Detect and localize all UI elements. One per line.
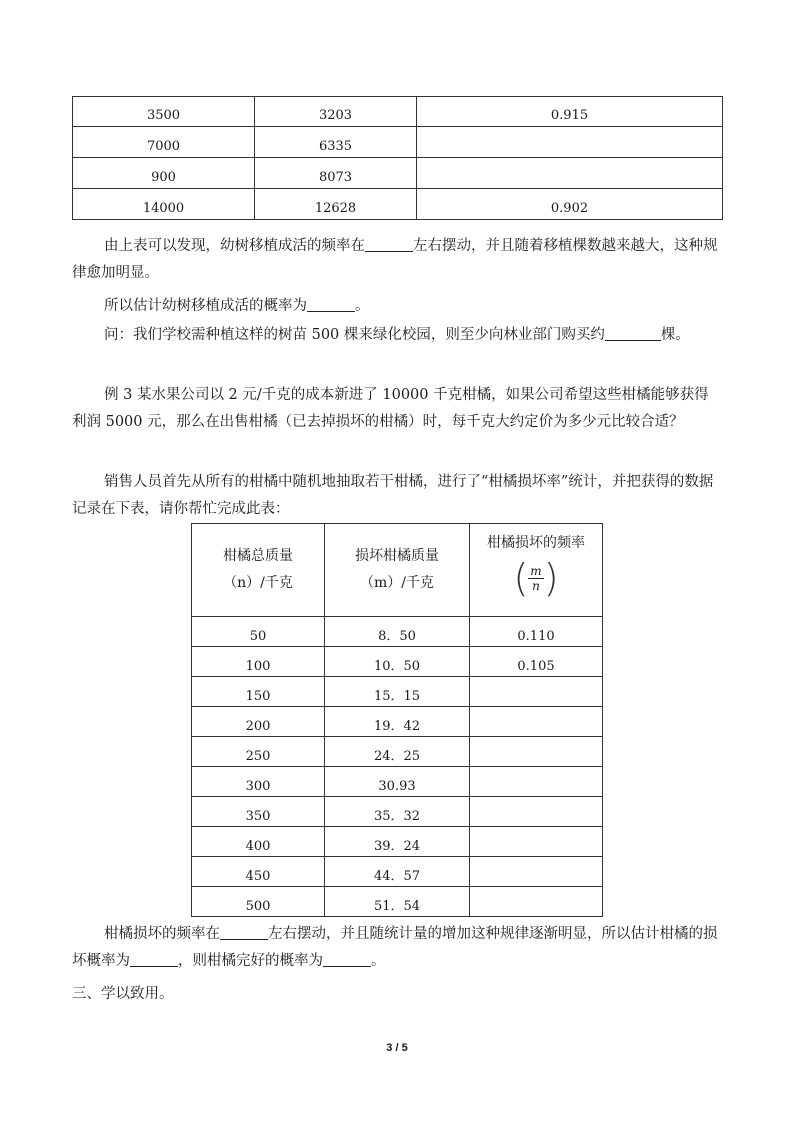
table-cell (470, 827, 603, 857)
paragraph-damage-conclusion (72, 921, 722, 975)
table-cell: 39．24 (325, 827, 470, 857)
table-row (192, 647, 603, 677)
table-cell: 0.110 (470, 617, 603, 647)
left-paren-glyph: ( (513, 556, 529, 600)
table-row (73, 158, 723, 189)
text-span: 问：我们学校需种植这样的树苗 500 棵来绿化校园，则至少向林业部门购买约 (104, 327, 605, 343)
table-cell: 400 (192, 827, 325, 857)
table-cell: 30.93 (325, 767, 470, 797)
table-cell: 19．42 (325, 707, 470, 737)
paragraph-probability-estimate (72, 293, 722, 320)
table-row (192, 677, 603, 707)
table-cell: 8073 (255, 158, 417, 189)
table-row (192, 797, 603, 827)
column-header-damage-frequency (470, 524, 603, 617)
table-cell: 500 (192, 887, 325, 917)
table-cell: 51．54 (325, 887, 470, 917)
table-cell: 24．25 (325, 737, 470, 767)
table-cell (470, 737, 603, 767)
paragraph-frequency-observation (72, 233, 722, 287)
table-cell: 6335 (255, 127, 417, 158)
table-row (192, 827, 603, 857)
table-cell: 0.915 (417, 97, 723, 127)
table-cell: 8．50 (325, 617, 470, 647)
answer-blank (130, 952, 178, 968)
text-span: 左右摆动，并且随统计量的增加这种规律逐渐明显，所以估计柑橘的损坏概率为 (72, 926, 718, 969)
table-cell: 250 (192, 737, 325, 767)
table-cell: 350 (192, 797, 325, 827)
table-row (192, 887, 603, 917)
table-cell: 3203 (255, 97, 417, 127)
column-header-total-mass (192, 524, 325, 617)
table-cell: 0.105 (470, 647, 603, 677)
table-cell (470, 887, 603, 917)
table-cell (470, 857, 603, 887)
table-cell: 35．32 (325, 797, 470, 827)
table-row (192, 767, 603, 797)
section-heading: 三、学以致用。 (72, 986, 174, 1002)
seedling-survival-table (72, 96, 723, 220)
column-header-damaged-mass (325, 524, 470, 617)
fraction-denominator: n (532, 578, 540, 593)
header-line: 柑橘损坏的频率 (487, 535, 585, 551)
table-cell: 44．57 (325, 857, 470, 887)
table-cell: 3500 (73, 97, 255, 127)
answer-blank (365, 237, 413, 253)
table-cell (470, 797, 603, 827)
text-span: 柑橘损坏的频率在 (104, 926, 220, 942)
table-row (73, 189, 723, 220)
table-cell: 0.902 (417, 189, 723, 220)
table-cell: 900 (73, 158, 255, 189)
table-cell: 300 (192, 767, 325, 797)
right-paren-glyph: ) (543, 556, 559, 600)
table-cell: 50 (192, 617, 325, 647)
text-span: ，则柑橘完好的概率为 (178, 953, 323, 969)
answer-blank (220, 925, 268, 941)
table-cell: 200 (192, 707, 325, 737)
answer-blank (323, 952, 371, 968)
header-line: （m）/千克 (360, 575, 434, 591)
answer-blank (307, 297, 355, 313)
table-header-row (192, 524, 603, 617)
table-row (192, 857, 603, 887)
table-row (73, 97, 723, 127)
table-cell: 12628 (255, 189, 417, 220)
header-line: 柑橘总质量 (223, 548, 293, 564)
table-row (192, 707, 603, 737)
fraction-numerator: m (530, 563, 542, 578)
table-cell: 14000 (73, 189, 255, 220)
fraction (528, 564, 543, 593)
table-cell (417, 127, 723, 158)
table-cell: 150 (192, 677, 325, 707)
table-cell: 7000 (73, 127, 255, 158)
table-row (192, 737, 603, 767)
text-span: 。 (371, 953, 386, 969)
header-line: 损坏柑橘质量 (355, 548, 439, 564)
table-cell (470, 677, 603, 707)
header-line: （n）/千克 (223, 575, 293, 591)
answer-blank (605, 326, 661, 342)
fraction-m-over-n (513, 556, 559, 600)
text-span: 棵。 (660, 327, 690, 343)
text-span: 。 (355, 298, 370, 314)
table-row (192, 617, 603, 647)
text-span: 左右摆动，并且随着移植棵数越来越大，这种规律愈加明显。 (72, 238, 718, 281)
table-cell (470, 767, 603, 797)
text-span: 由上表可以发现，幼树移植成活的频率在 (104, 238, 365, 254)
table-cell: 15．15 (325, 677, 470, 707)
table-cell (470, 707, 603, 737)
table-row (73, 127, 723, 158)
orange-damage-table (191, 523, 603, 917)
table-cell: 450 (192, 857, 325, 887)
page-number: 3 / 5 (386, 1042, 408, 1054)
table-cell: 100 (192, 647, 325, 677)
paragraph-example-3: 例 3 某水果公司以 2 元/千克的成本新进了 10000 千克柑橘，如果公司希望这些柑橘能够获得利润 5000 元，那么在出售柑橘（已去掉损坏的柑橘）时，每千克大约定价为多少元比较合适？ (72, 387, 709, 430)
paragraph-sampling-description: 销售人员首先从所有的柑橘中随机地抽取若干柑橘，进行了“柑橘损坏率”统计，并把获得的数据记录在下表，请你帮忙完成此表： (72, 474, 714, 517)
text-span: 所以估计幼树移植成活的概率为 (104, 298, 307, 314)
table-cell: 10．50 (325, 647, 470, 677)
table-cell (417, 158, 723, 189)
paragraph-question (72, 322, 722, 349)
